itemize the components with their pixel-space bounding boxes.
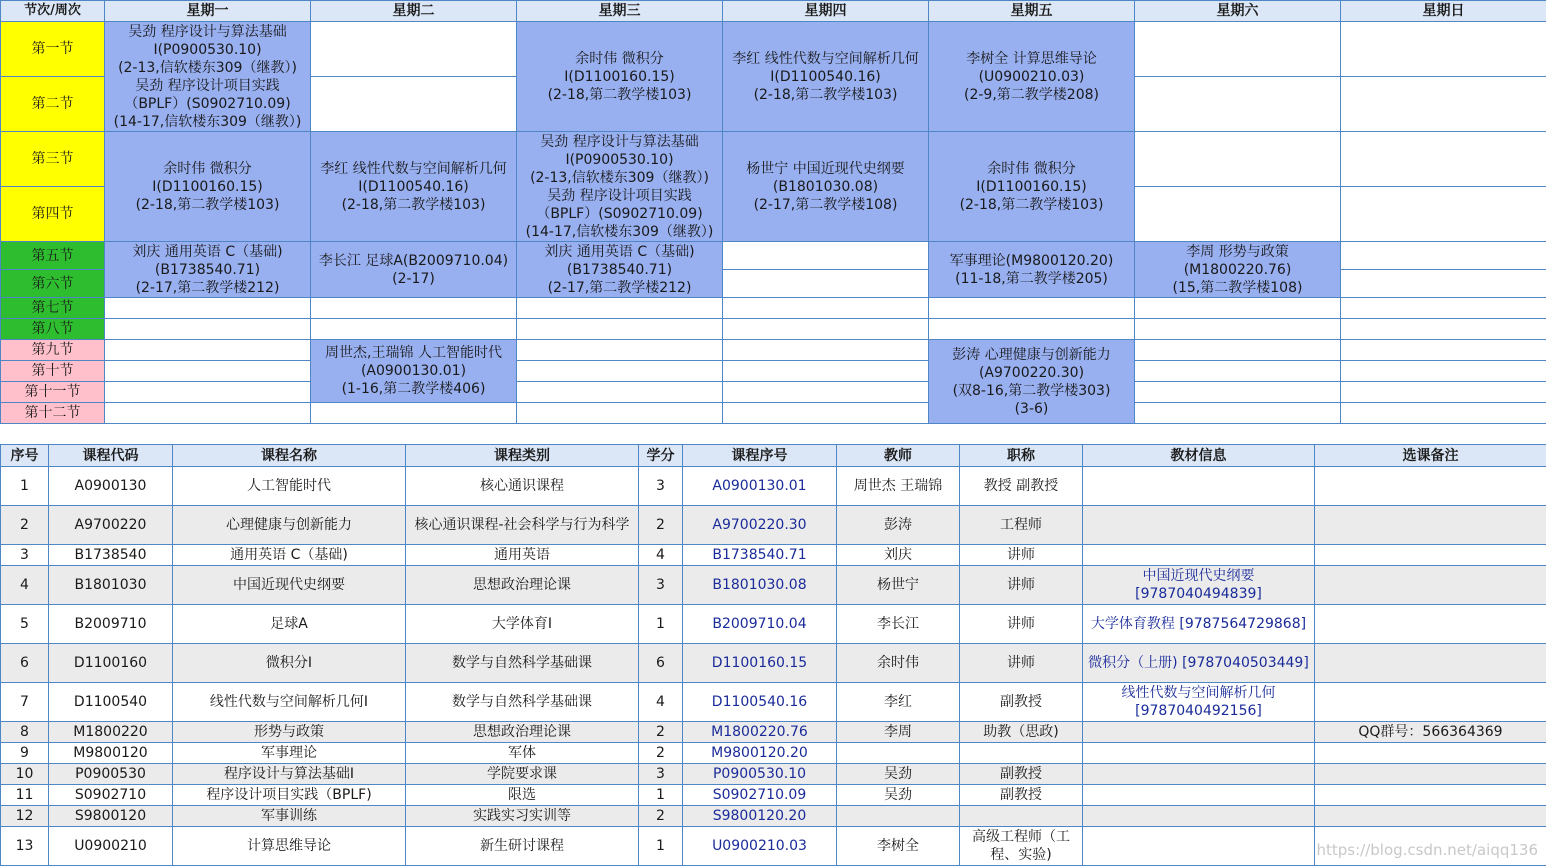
table-row[interactable]	[1, 806, 1546, 827]
empty-cell	[105, 361, 311, 382]
empty-cell	[1135, 298, 1341, 319]
course-line: (2-13,信软楼东309（继教）)	[530, 169, 709, 186]
course-line: (14-17,信软楼东309（继教）)	[113, 113, 302, 130]
course-line: (B1738540.71)	[566, 261, 673, 278]
header-wednesday: 星期三	[517, 1, 723, 22]
course-line: 刘庆 通用英语 C（基础)	[544, 243, 695, 260]
cell-textbook[interactable]	[1083, 764, 1315, 785]
course-cell-fri-3-4[interactable]	[929, 132, 1135, 242]
empty-cell	[311, 319, 517, 340]
course-cell-fri-1-2[interactable]	[929, 22, 1135, 132]
header-thursday: 星期四	[723, 1, 929, 22]
cell-course-name: 心理健康与创新能力	[173, 506, 406, 545]
course-line: 军事理论(M9800120.20)	[949, 252, 1114, 269]
course-line: (11-18,第二教学楼205)	[955, 270, 1108, 287]
empty-cell	[1135, 132, 1341, 187]
cell-course-name: 程序设计与算法基础I	[173, 764, 406, 785]
empty-cell	[1341, 242, 1546, 270]
empty-cell	[723, 340, 929, 361]
cell-course-seq[interactable]: B2009710.04	[683, 605, 837, 644]
cell-course-code: S0902710	[49, 785, 173, 806]
cell-course-category: 数学与自然科学基础课	[406, 683, 639, 722]
empty-cell	[723, 319, 929, 340]
cell-textbook[interactable]	[1083, 827, 1315, 866]
empty-cell	[1135, 361, 1341, 382]
cell-credits: 1	[639, 827, 683, 866]
empty-cell	[517, 403, 723, 424]
cell-course-category: 限选	[406, 785, 639, 806]
course-line: （BPLF）(S0902710.09)	[536, 205, 703, 222]
cell-course-seq[interactable]: S9800120.20	[683, 806, 837, 827]
cell-course-code: D1100540	[49, 683, 173, 722]
period-1: 第一节	[1, 22, 105, 77]
cell-course-code: B1738540	[49, 545, 173, 566]
course-line: (2-18,第二教学楼103)	[135, 196, 280, 213]
course-line: I(D1100540.16)	[358, 178, 469, 195]
cell-title: 高级工程师（工程、实验)	[960, 827, 1083, 866]
cell-course-category: 军体	[406, 743, 639, 764]
col-header-index: 序号	[1, 445, 49, 467]
period-9: 第九节	[1, 340, 105, 361]
cell-course-code: A0900130	[49, 467, 173, 506]
course-line: I(D1100160.15)	[564, 68, 675, 85]
course-cell-tue-9-11[interactable]	[311, 340, 517, 403]
course-cell-mon-5-6[interactable]	[105, 242, 311, 298]
table-row[interactable]	[1, 545, 1546, 566]
empty-cell	[1341, 403, 1546, 424]
period-4: 第四节	[1, 187, 105, 242]
course-line: I(P0900530.10)	[565, 151, 674, 168]
cell-course-name: 军事训练	[173, 806, 406, 827]
course-line: (M1800220.76)	[1183, 261, 1292, 278]
empty-cell	[105, 403, 311, 424]
cell-index: 13	[1, 827, 49, 866]
period-10: 第十节	[1, 361, 105, 382]
course-line: 余时伟 微积分	[987, 160, 1076, 177]
cell-course-code: M1800220	[49, 722, 173, 743]
col-header-course-code: 课程代码	[49, 445, 173, 467]
cell-remarks	[1315, 467, 1546, 506]
cell-index: 8	[1, 722, 49, 743]
course-line: 李周 形势与政策	[1186, 243, 1289, 260]
empty-cell	[1341, 340, 1546, 361]
empty-cell	[1341, 270, 1546, 298]
course-line: (B1801030.08)	[772, 178, 879, 195]
cell-teacher: 杨世宁	[837, 566, 960, 605]
cell-title: 副教授	[960, 764, 1083, 785]
empty-cell	[517, 340, 723, 361]
cell-teacher: 刘庆	[837, 545, 960, 566]
cell-course-seq[interactable]: U0900210.03	[683, 827, 837, 866]
col-header-credits: 学分	[639, 445, 683, 467]
cell-course-category: 数学与自然科学基础课	[406, 644, 639, 683]
course-line: 周世杰,王瑞锦 人工智能时代	[325, 345, 502, 361]
col-header-course-name: 课程名称	[173, 445, 406, 467]
course-cell-sat-5-6[interactable]	[1135, 242, 1341, 298]
cell-title	[960, 743, 1083, 764]
cell-course-seq[interactable]: M1800220.76	[683, 722, 837, 743]
table-row[interactable]	[1, 827, 1546, 866]
cell-title: 讲师	[960, 605, 1083, 644]
course-cell-thu-3-4[interactable]	[723, 132, 929, 242]
cell-remarks	[1315, 506, 1546, 545]
cell-teacher: 余时伟	[837, 644, 960, 683]
cell-title: 讲师	[960, 545, 1083, 566]
course-line: (2-18,第二教学楼103)	[341, 196, 486, 213]
cell-index: 2	[1, 506, 49, 545]
course-line: (14-17,信软楼东309（继教）)	[525, 223, 714, 240]
course-line: (15,第二教学楼108)	[1172, 279, 1303, 296]
cell-course-name: 人工智能时代	[173, 467, 406, 506]
empty-cell	[929, 319, 1135, 340]
cell-course-code: B1801030	[49, 566, 173, 605]
cell-index: 1	[1, 467, 49, 506]
empty-cell	[1341, 187, 1546, 242]
empty-cell	[929, 298, 1135, 319]
col-header-course-category: 课程类别	[406, 445, 639, 467]
cell-textbook[interactable]	[1083, 506, 1315, 545]
cell-remarks	[1315, 644, 1546, 683]
empty-cell	[1135, 340, 1341, 361]
table-row[interactable]	[1, 722, 1546, 743]
period-7: 第七节	[1, 298, 105, 319]
cell-course-seq[interactable]: B1738540.71	[683, 545, 837, 566]
cell-title: 讲师	[960, 644, 1083, 683]
cell-course-name: 程序设计项目实践（BPLF)	[173, 785, 406, 806]
cell-textbook[interactable]	[1083, 743, 1315, 764]
cell-course-category: 核心通识课程-社会科学与行为科学	[406, 506, 639, 545]
header-friday: 星期五	[929, 1, 1135, 22]
cell-course-name: 军事理论	[173, 743, 406, 764]
cell-teacher	[837, 743, 960, 764]
col-header-textbook: 教材信息	[1083, 445, 1315, 467]
cell-remarks	[1315, 806, 1546, 827]
course-line: I(D1100540.16)	[770, 68, 881, 85]
cell-index: 10	[1, 764, 49, 785]
course-cell-mon-3-4[interactable]	[105, 132, 311, 242]
course-line: (2-18,第二教学楼103)	[753, 86, 898, 103]
course-line: 余时伟 微积分	[163, 160, 252, 177]
empty-cell	[723, 270, 929, 298]
cell-teacher: 李树全	[837, 827, 960, 866]
header-sunday: 星期日	[1341, 1, 1546, 22]
cell-index: 9	[1, 743, 49, 764]
cell-credits: 1	[639, 785, 683, 806]
cell-credits: 6	[639, 644, 683, 683]
cell-course-seq[interactable]: D1100540.16	[683, 683, 837, 722]
empty-cell	[105, 319, 311, 340]
course-line: (3-6)	[1014, 400, 1049, 417]
course-line: 李长江 足球A(B2009710.04)	[318, 252, 509, 269]
table-row[interactable]	[1, 467, 1546, 506]
course-line: 李红 线性代数与空间解析几何	[732, 50, 919, 67]
table-row[interactable]	[1, 566, 1546, 605]
empty-cell	[1135, 22, 1341, 77]
cell-course-name: 足球A	[173, 605, 406, 644]
table-row[interactable]	[1, 644, 1546, 683]
cell-title: 助教（思政)	[960, 722, 1083, 743]
header-monday: 星期一	[105, 1, 311, 22]
cell-textbook[interactable]: 线性代数与空间解析几何 [9787040492156]	[1083, 683, 1315, 722]
cell-textbook[interactable]: 大学体育教程 [9787564729868]	[1083, 605, 1315, 644]
cell-course-name: 通用英语 C（基础)	[173, 545, 406, 566]
cell-index: 5	[1, 605, 49, 644]
cell-credits: 2	[639, 722, 683, 743]
cell-course-code: B2009710	[49, 605, 173, 644]
period-12: 第十二节	[1, 403, 105, 424]
table-row[interactable]	[1, 785, 1546, 806]
cell-course-category: 学院要求课	[406, 764, 639, 785]
cell-teacher	[837, 806, 960, 827]
cell-course-name: 线性代数与空间解析几何I	[173, 683, 406, 722]
cell-index: 4	[1, 566, 49, 605]
empty-cell	[105, 340, 311, 361]
cell-remarks	[1315, 683, 1546, 722]
course-line: （BPLF）(S0902710.09)	[124, 95, 291, 112]
empty-cell	[311, 403, 517, 424]
course-cell-wed-5-6[interactable]	[517, 242, 723, 298]
empty-cell	[1341, 22, 1546, 77]
course-cell-wed-1-2[interactable]	[517, 22, 723, 132]
empty-cell	[1341, 298, 1546, 319]
cell-credits: 3	[639, 764, 683, 785]
course-cell-wed-3-4[interactable]	[517, 132, 723, 242]
empty-cell	[1341, 319, 1546, 340]
course-cell-tue-5-6[interactable]	[311, 242, 517, 298]
period-3: 第三节	[1, 132, 105, 187]
table-row[interactable]	[1, 605, 1546, 644]
empty-cell	[311, 77, 517, 132]
cell-remarks: QQ群号：566364369	[1315, 722, 1546, 743]
col-header-title: 职称	[960, 445, 1083, 467]
cell-textbook[interactable]: 中国近现代史纲要 [9787040494839]	[1083, 566, 1315, 605]
course-line: (2-17,第二教学楼212)	[135, 279, 280, 296]
cell-course-name: 形势与政策	[173, 722, 406, 743]
course-line: (双8-16,第二教学楼303)	[952, 382, 1111, 399]
col-header-teacher: 教师	[837, 445, 960, 467]
course-line: 杨世宁 中国近现代史纲要	[746, 160, 905, 177]
cell-remarks	[1315, 785, 1546, 806]
empty-cell	[1135, 77, 1341, 132]
empty-cell	[723, 298, 929, 319]
course-line: 刘庆 通用英语 C（基础)	[132, 243, 283, 260]
table-row[interactable]	[1, 506, 1546, 545]
empty-cell	[1135, 319, 1341, 340]
empty-cell	[1135, 187, 1341, 242]
table-row[interactable]	[1, 743, 1546, 764]
cell-index: 3	[1, 545, 49, 566]
cell-credits: 4	[639, 545, 683, 566]
cell-textbook[interactable]: 微积分（上册) [9787040503449]	[1083, 644, 1315, 683]
header-period-week: 节次/周次	[1, 1, 105, 22]
cell-remarks	[1315, 545, 1546, 566]
empty-cell	[1341, 132, 1546, 187]
empty-cell	[723, 242, 929, 270]
timetable	[0, 0, 1546, 424]
cell-remarks	[1315, 566, 1546, 605]
cell-credits: 3	[639, 566, 683, 605]
cell-index: 6	[1, 644, 49, 683]
table-row[interactable]	[1, 764, 1546, 785]
empty-cell	[723, 382, 929, 403]
course-line: 李树全 计算思维导论	[966, 50, 1097, 67]
cell-credits: 1	[639, 605, 683, 644]
course-list-table	[0, 444, 1546, 866]
header-saturday: 星期六	[1135, 1, 1341, 22]
cell-teacher: 彭涛	[837, 506, 960, 545]
cell-course-name: 计算思维导论	[173, 827, 406, 866]
cell-credits: 3	[639, 467, 683, 506]
course-cell-fri-9-12[interactable]	[929, 340, 1135, 424]
cell-teacher: 李周	[837, 722, 960, 743]
cell-textbook[interactable]	[1083, 467, 1315, 506]
empty-cell	[1135, 382, 1341, 403]
cell-credits: 2	[639, 806, 683, 827]
course-line: (2-18,第二教学楼103)	[547, 86, 692, 103]
cell-teacher: 周世杰 王瑞锦	[837, 467, 960, 506]
course-line: I(D1100160.15)	[976, 178, 1087, 195]
cell-course-category: 核心通识课程	[406, 467, 639, 506]
course-line: (2-18,第二教学楼103)	[959, 196, 1104, 213]
cell-index: 11	[1, 785, 49, 806]
cell-course-category: 思想政治理论课	[406, 566, 639, 605]
cell-title: 副教授	[960, 785, 1083, 806]
col-header-remarks: 选课备注	[1315, 445, 1546, 467]
cell-course-name: 微积分I	[173, 644, 406, 683]
cell-teacher: 李长江	[837, 605, 960, 644]
course-line: (1-16,第二教学楼406)	[341, 381, 486, 397]
cell-teacher: 吴劲	[837, 764, 960, 785]
cell-title: 工程师	[960, 506, 1083, 545]
cell-title: 副教授	[960, 683, 1083, 722]
cell-course-category: 新生研讨课程	[406, 827, 639, 866]
period-11: 第十一节	[1, 382, 105, 403]
cell-textbook[interactable]	[1083, 785, 1315, 806]
empty-cell	[105, 382, 311, 403]
course-cell-mon-1-2[interactable]	[105, 22, 311, 132]
course-line: (2-9,第二教学楼208)	[964, 86, 1099, 103]
cell-credits: 2	[639, 506, 683, 545]
cell-index: 7	[1, 683, 49, 722]
cell-course-code: D1100160	[49, 644, 173, 683]
course-cell-fri-5-6[interactable]	[929, 242, 1135, 298]
cell-title	[960, 806, 1083, 827]
cell-course-code: S9800120	[49, 806, 173, 827]
course-line: (A9700220.30)	[978, 364, 1085, 381]
table-row[interactable]	[1, 683, 1546, 722]
course-line: I(P0900530.10)	[153, 41, 262, 58]
cell-course-code: A9700220	[49, 506, 173, 545]
course-cell-thu-1-2[interactable]	[723, 22, 929, 132]
course-line: (2-17)	[392, 270, 435, 287]
course-line: 吴劲 程序设计项目实践	[135, 77, 280, 94]
empty-cell	[311, 22, 517, 77]
cell-title: 讲师	[960, 566, 1083, 605]
cell-teacher: 吴劲	[837, 785, 960, 806]
col-header-course-seq: 课程序号	[683, 445, 837, 467]
cell-credits: 4	[639, 683, 683, 722]
cell-course-seq[interactable]: M9800120.20	[683, 743, 837, 764]
course-cell-tue-3-4[interactable]	[311, 132, 517, 242]
empty-cell	[105, 298, 311, 319]
course-line: (2-17,第二教学楼108)	[753, 196, 898, 213]
empty-cell	[517, 382, 723, 403]
cell-course-name: 中国近现代史纲要	[173, 566, 406, 605]
empty-cell	[1341, 361, 1546, 382]
cell-course-seq[interactable]: D1100160.15	[683, 644, 837, 683]
cell-course-code: U0900210	[49, 827, 173, 866]
empty-cell	[1341, 77, 1546, 132]
empty-cell	[517, 361, 723, 382]
cell-textbook[interactable]	[1083, 806, 1315, 827]
empty-cell	[517, 298, 723, 319]
course-line: 李红 线性代数与空间解析几何	[320, 160, 507, 177]
cell-course-category: 实践实习实训等	[406, 806, 639, 827]
cell-course-seq[interactable]: A9700220.30	[683, 506, 837, 545]
empty-cell	[517, 319, 723, 340]
cell-course-seq[interactable]: P0900530.10	[683, 764, 837, 785]
cell-index: 12	[1, 806, 49, 827]
header-tuesday: 星期二	[311, 1, 517, 22]
empty-cell	[723, 403, 929, 424]
cell-textbook[interactable]	[1083, 722, 1315, 743]
cell-course-category: 通用英语	[406, 545, 639, 566]
cell-course-code: P0900530	[49, 764, 173, 785]
section-divider	[0, 428, 1546, 444]
course-line: 余时伟 微积分	[575, 50, 664, 67]
period-2: 第二节	[1, 77, 105, 132]
cell-remarks	[1315, 764, 1546, 785]
cell-course-seq[interactable]: S0902710.09	[683, 785, 837, 806]
course-line: (B1738540.71)	[154, 261, 261, 278]
course-line: I(D1100160.15)	[152, 178, 263, 195]
cell-remarks	[1315, 743, 1546, 764]
cell-title: 教授 副教授	[960, 467, 1083, 506]
empty-cell	[1341, 382, 1546, 403]
course-line: 吴劲 程序设计项目实践	[547, 187, 692, 204]
course-line: 彭涛 心理健康与创新能力	[952, 346, 1111, 363]
course-line: 吴劲 程序设计与算法基础	[128, 23, 287, 40]
cell-textbook[interactable]	[1083, 545, 1315, 566]
course-line: (2-13,信软楼东309（继教）)	[118, 59, 297, 76]
period-5: 第五节	[1, 242, 105, 270]
course-line: 吴劲 程序设计与算法基础	[540, 133, 699, 150]
empty-cell	[1135, 403, 1341, 424]
cell-teacher: 李红	[837, 683, 960, 722]
cell-course-category: 大学体育Ⅰ	[406, 605, 639, 644]
course-line: (U0900210.03)	[978, 68, 1085, 85]
empty-cell	[311, 298, 517, 319]
course-rows	[1, 467, 1546, 866]
period-6: 第六节	[1, 270, 105, 298]
cell-course-code: M9800120	[49, 743, 173, 764]
cell-course-category: 思想政治理论课	[406, 722, 639, 743]
period-8: 第八节	[1, 319, 105, 340]
cell-course-seq[interactable]: B1801030.08	[683, 566, 837, 605]
course-line: (A0900130.01)	[360, 363, 467, 379]
cell-remarks	[1315, 605, 1546, 644]
course-line: (2-17,第二教学楼212)	[547, 279, 692, 296]
cell-credits: 2	[639, 743, 683, 764]
watermark: https://blog.csdn.net/aiqq136	[1316, 841, 1538, 859]
empty-cell	[723, 361, 929, 382]
cell-course-seq[interactable]: A0900130.01	[683, 467, 837, 506]
